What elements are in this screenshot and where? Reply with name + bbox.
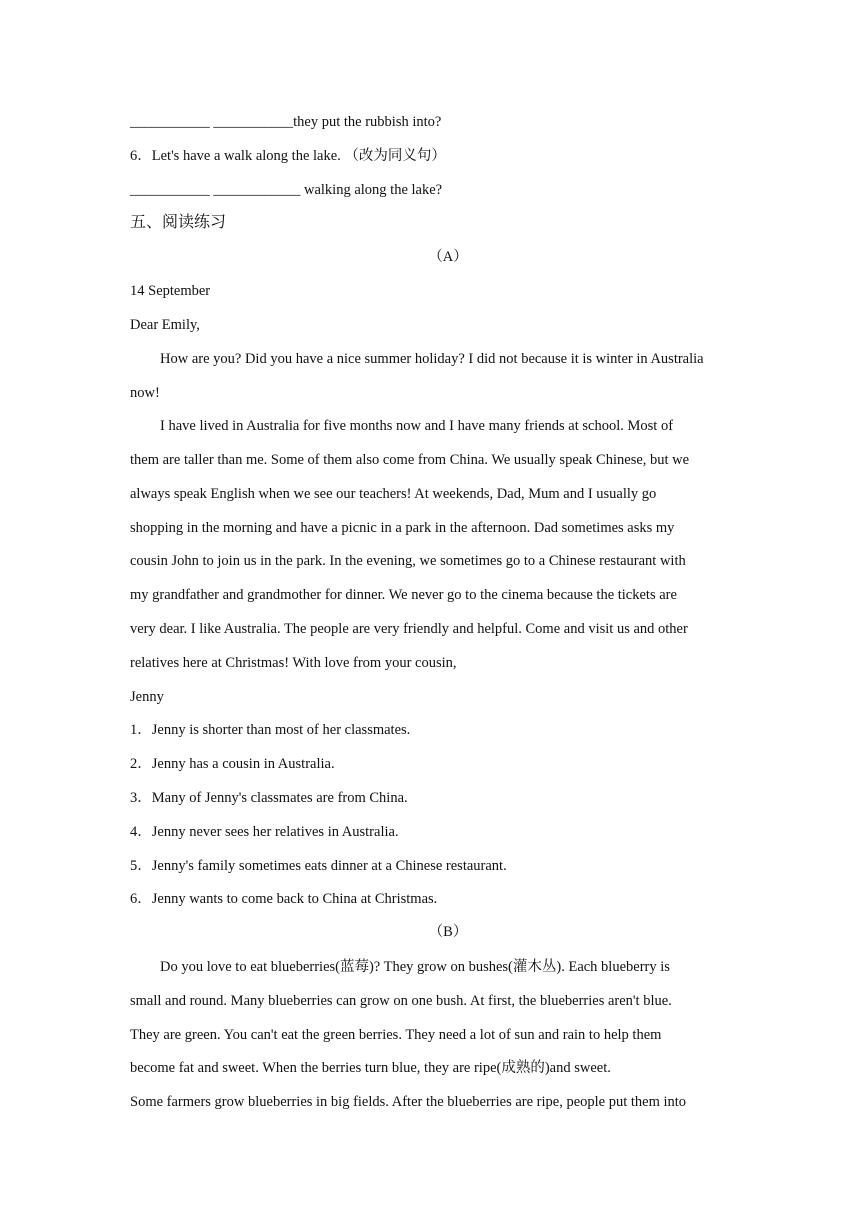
paragraph-line: always speak English when we see our teachers! At weekends, Dad, Mum and I usually go [130,486,657,502]
fill-blank-line-5: ___________ ___________they put the rubbish into? [130,114,442,130]
paragraph-line: my grandfather and grandmother for dinner. We never go to the cinema because the tickets are [130,587,677,603]
paragraph-line: They are green. You can't eat the green berries. They need a lot of sun and rain to help them [130,1027,662,1043]
fill-blank-line-6: ___________ ____________ walking along the lake? [130,182,443,198]
statement-item: 6．Jenny wants to come back to China at Christmas. [130,891,438,907]
section-heading-reading: 五、阅读练习 [130,214,227,231]
statement-item: 1．Jenny is shorter than most of her classmates. [130,722,411,738]
paragraph-line: cousin John to join us in the park. In the evening, we sometimes go to a Chinese restaurant with [130,553,686,569]
passage-a-label: （A） [428,249,468,265]
paragraph-line: shopping in the morning and have a picnic in a park in the afternoon. Dad sometimes asks my [130,520,675,536]
paragraph-line: relatives here at Christmas! With love from your cousin, [130,655,457,671]
question-6-line: 6．Let's have a walk along the lake. （改为同义句） [130,148,446,164]
passage-b-label: （B） [428,924,468,940]
paragraph-line: Some farmers grow blueberries in big fields. After the blueberries are ripe, people put them into [130,1094,687,1110]
statement-item: 4．Jenny never sees her relatives in Australia. [130,824,399,840]
statement-item: 3．Many of Jenny's classmates are from China. [130,790,408,806]
statement-item: 2．Jenny has a cousin in Australia. [130,756,335,772]
paragraph-line: Do you love to eat blueberries(蓝莓)? They grow on bushes(灌木丛). Each blueberry is [160,959,670,975]
paragraph-line: now! [130,385,160,401]
letter-greeting: Dear Emily, [130,317,200,333]
paragraph-line: them are taller than me. Some of them also come from China. We usually speak Chinese, but we [130,452,690,468]
letter-signature: Jenny [130,689,164,705]
letter-date: 14 September [130,283,211,299]
paragraph-line: very dear. I like Australia. The people are very friendly and helpful. Come and visit us and other [130,621,688,637]
paragraph-line: I have lived in Australia for five months now and I have many friends at school. Most of [160,418,674,434]
paragraph-line: How are you? Did you have a nice summer holiday? I did not because it is winter in Australia [160,351,704,367]
statement-item: 5．Jenny's family sometimes eats dinner at a Chinese restaurant. [130,858,507,874]
paragraph-line: become fat and sweet. When the berries turn blue, they are ripe(成熟的)and sweet. [130,1060,611,1076]
paragraph-line: small and round. Many blueberries can grow on one bush. At first, the blueberries aren't blue. [130,993,672,1009]
